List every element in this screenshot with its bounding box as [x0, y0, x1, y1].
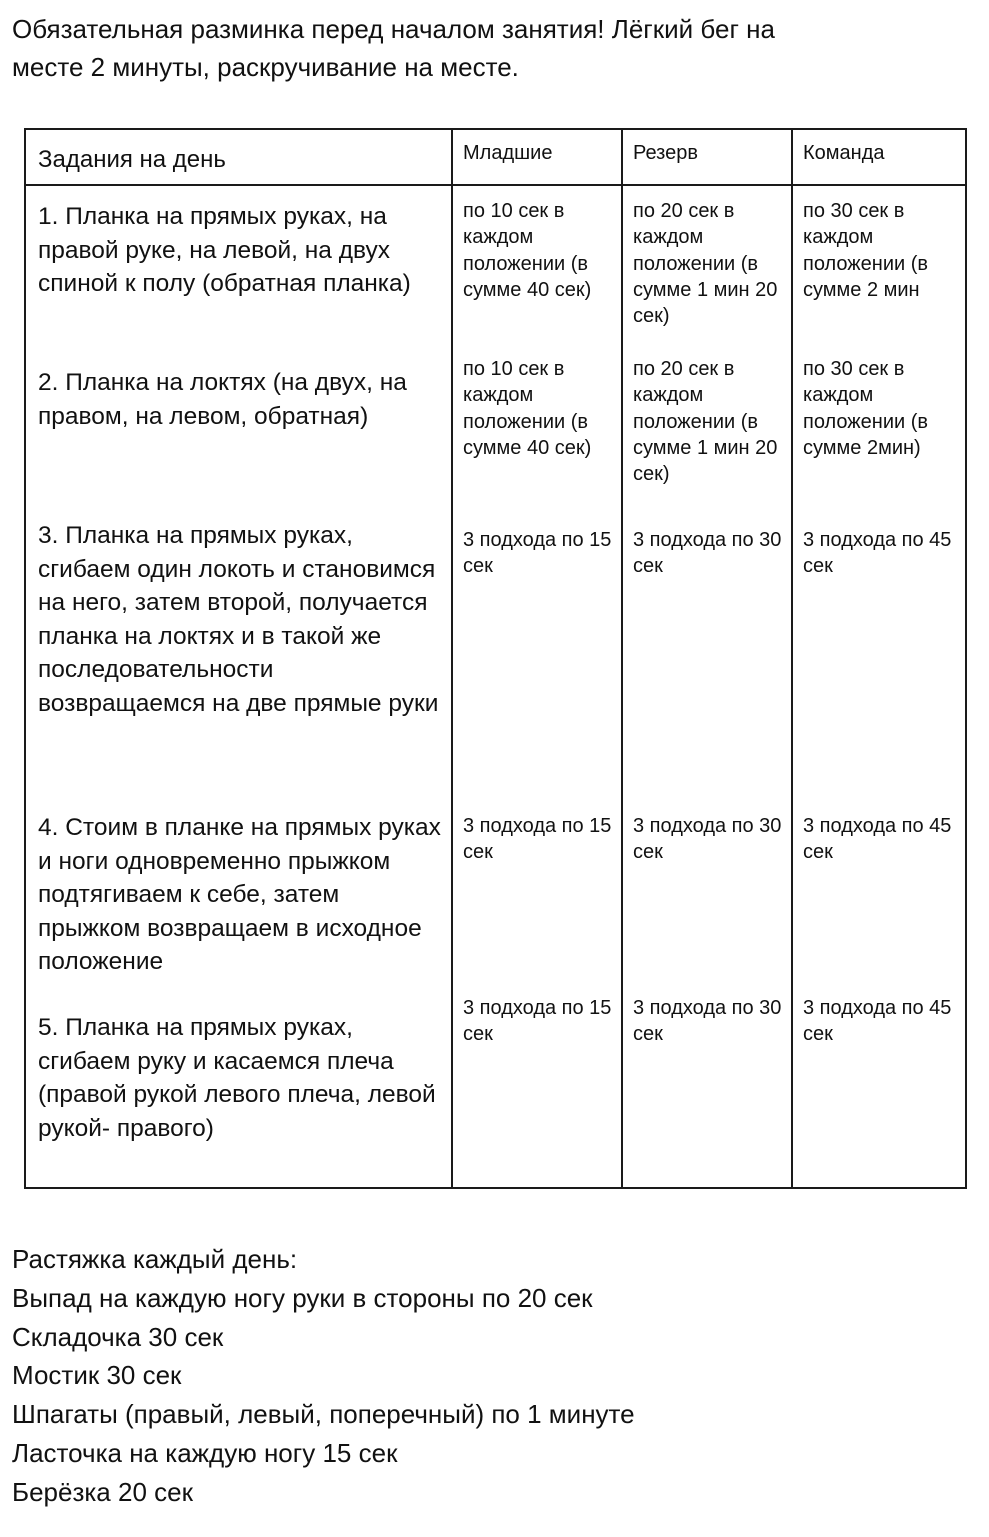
intro-line-2: месте 2 минуты, раскручивание на месте. — [12, 52, 519, 82]
junior-cell: 3 подхода по 15 сек — [452, 515, 622, 811]
stretching-item: Ласточка на каждую ногу 15 сек — [12, 1437, 398, 1468]
task-cell: 3. Планка на прямых руках, сгибаем один локоть и становимся на него, затем второй, получается планка на локтях и в такой же последовательности возвращаемся на две прямые руки — [25, 515, 452, 811]
stretching-item: Берёзка 20 сек — [12, 1476, 193, 1507]
table-row — [25, 515, 966, 811]
reserve-cell: по 20 сек в каждом положении (в сумме 1 мин 20 сек) — [622, 354, 792, 515]
table-row — [25, 185, 966, 354]
task-cell: 4. Стоим в планке на прямых руках и ноги одновременно прыжком подтягиваем к себе, затем прыжком возвращаем в исходное положение — [25, 811, 452, 995]
task-cell: 1. Планка на прямых руках, на правой руке, на левой, на двух спиной к полу (обратная планка) — [25, 185, 452, 354]
intro-text — [12, 10, 972, 86]
reserve-cell: 3 подхода по 30 сек — [622, 515, 792, 811]
task-cell: 2. Планка на локтях (на двух, на правом, на левом, обратная) — [25, 354, 452, 515]
reserve-cell: 3 подхода по 30 сек — [622, 995, 792, 1188]
junior-cell: 3 подхода по 15 сек — [452, 811, 622, 995]
stretching-item: Выпад на каждую ногу руки в стороны по 20 сек — [12, 1282, 593, 1313]
team-cell: по 30 сек в каждом положении (в сумме 2мин) — [792, 354, 966, 515]
stretching-item: Мостик 30 сек — [12, 1360, 182, 1391]
header-reserve: Резерв — [622, 129, 792, 185]
table-row — [25, 811, 966, 995]
exercise-table — [24, 128, 967, 1189]
table-row — [25, 995, 966, 1188]
team-cell: 3 подхода по 45 сек — [792, 811, 966, 995]
stretching-title: Растяжка каждый день: — [12, 1244, 298, 1274]
task-cell: 5. Планка на прямых руках, сгибаем руку и касаемся плеча (правой рукой левого плеча, левой рукой- правого) — [25, 995, 452, 1188]
table-row — [25, 354, 966, 515]
junior-cell: по 10 сек в каждом положении (в сумме 40 сек) — [452, 185, 622, 354]
team-cell: 3 подхода по 45 сек — [792, 515, 966, 811]
header-junior: Младшие — [452, 129, 622, 185]
stretching-item: Шпагаты (правый, левый, поперечный) по 1 минуте — [12, 1399, 635, 1430]
intro-line-1: Обязательная разминка перед началом занятия! Лёгкий бег на — [12, 14, 775, 44]
header-team: Команда — [792, 129, 966, 185]
stretching-list — [12, 1240, 972, 1512]
table-header-row — [25, 129, 966, 185]
reserve-cell: 3 подхода по 30 сек — [622, 811, 792, 995]
junior-cell: 3 подхода по 15 сек — [452, 995, 622, 1188]
stretching-item: Складочка 30 сек — [12, 1321, 224, 1352]
header-task: Задания на день — [25, 129, 452, 185]
team-cell: по 30 сек в каждом положении (в сумме 2 мин — [792, 185, 966, 354]
reserve-cell: по 20 сек в каждом положении (в сумме 1 мин 20 сек) — [622, 185, 792, 354]
team-cell: 3 подхода по 45 сек — [792, 995, 966, 1188]
junior-cell: по 10 сек в каждом положении (в сумме 40 сек) — [452, 354, 622, 515]
